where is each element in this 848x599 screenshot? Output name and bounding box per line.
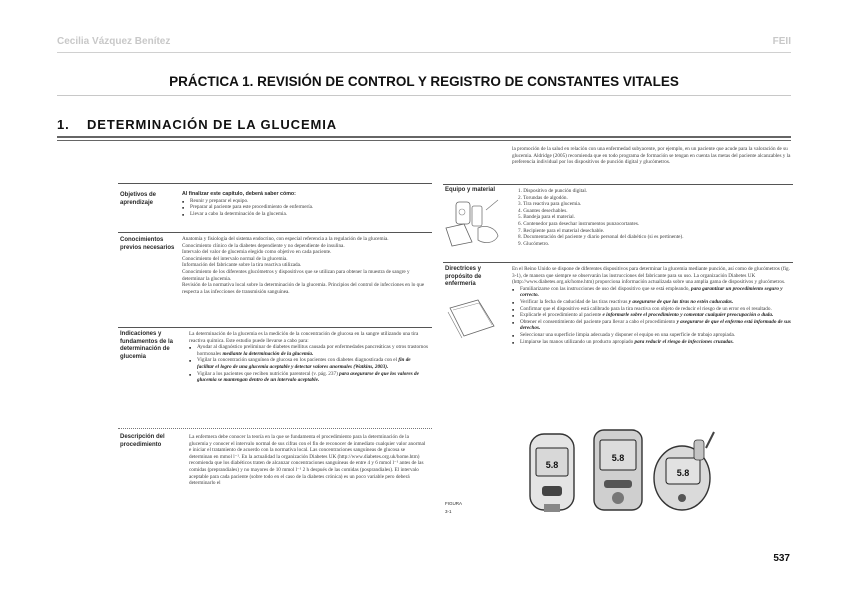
list-item	[189, 344, 428, 357]
label-objetivos: Objetivos de aprendizaje	[120, 192, 157, 206]
section-number: 1.	[57, 117, 70, 132]
equipo-list	[512, 188, 792, 247]
text-line: Revisión de la normativa local sobre la determinación de la glucemia. Principios del control de infecciones en lo que respecta a las infecciones de transmisión sanguínea.	[182, 282, 425, 295]
block-rule	[118, 327, 432, 328]
list-item: 4. Guantes desechables.	[518, 207, 568, 214]
item-emphasis: y asegurarse de que el enfermo está informado de sus derechos.	[520, 318, 791, 332]
meter-reading: 5.8	[611, 453, 625, 463]
text-line: Conocimiento clínico de la diabetes dependiente y no dependiente de insulina.	[182, 242, 345, 249]
figure-caption: FIGURA 3-1	[445, 501, 462, 514]
directrices-intro: En el Reino Unido se dispone de diferentes dispositivos para determinar la glucemia mediante punción, así como de glucómetros (fig. 3-1), de manera que siempre se observarán las instrucciones del fabricante para su uso. La organización Diabetes UK (http://www.diabetes.org.uk/home.htm) proporciona información actualizada sobre una amplia gama de dispositivos y glucómetros.	[512, 266, 790, 286]
item-emphasis: e informarle sobre el procedimiento y comentar cualquier preocupación o duda.	[602, 312, 774, 319]
item-text: Explicarle el procedimiento al paciente	[520, 312, 603, 319]
equipo-items	[512, 188, 792, 247]
header-divider	[57, 52, 791, 53]
header-institution: FEII	[772, 36, 791, 47]
section-heading	[57, 117, 337, 132]
descripcion-block	[189, 434, 428, 508]
label-conocimientos: Conocimientos previos necesarios	[120, 237, 175, 251]
list-item: 9. Glucómetro.	[518, 240, 550, 247]
list-item	[189, 357, 428, 370]
list-item	[512, 306, 792, 313]
section-title: DETERMINACIÓN DE LA GLUCEMIA	[87, 117, 338, 132]
item-text: Seleccionar una superficie limpia adecuada y disponer el equipo en una superficie de trabajo apropiada.	[520, 331, 736, 338]
item-emphasis: para reducir el riesgo de infecciones cruzadas.	[634, 338, 734, 345]
title-divider	[57, 95, 791, 96]
list-item	[512, 332, 792, 339]
block-rule	[118, 428, 432, 429]
glucometer-1	[530, 434, 574, 512]
equipment-illustration-icon	[442, 198, 504, 250]
label-equipo: Equipo y material	[445, 187, 496, 193]
list-item	[512, 299, 792, 306]
conocimientos-block	[182, 236, 428, 295]
list-item	[512, 339, 792, 346]
directrices-block	[512, 266, 792, 345]
text-line: Información del fabricante sobre la tira reactiva utilizada.	[182, 262, 302, 269]
block-rule	[443, 262, 793, 263]
list-item	[512, 312, 792, 319]
glucometer-3	[654, 432, 714, 510]
meter-reading: 5.8	[545, 460, 559, 470]
glucometers-figure	[520, 428, 720, 514]
indicaciones-list	[189, 344, 428, 384]
block-rule	[443, 184, 793, 185]
item-text: Vigilar a los pacientes que reciben nutrición parenteral (v. pág. 237)	[197, 370, 340, 377]
list-item: ■ Llevar a cabo la determinación de la glucemia.	[182, 211, 428, 218]
list-item: 2. Torundas de algodón.	[518, 194, 568, 201]
item-emphasis: para garantizar un procedimiento seguro y correcto.	[520, 285, 783, 299]
item-emphasis: y asegurarse de que las tiras no estén caducadas.	[628, 298, 734, 305]
text-line: Anatomía y fisiología del sistema endocrino, con especial referencia a la regulación de la glucemia.	[182, 236, 389, 242]
booklet-illustration-icon	[444, 296, 500, 340]
label-indicaciones: Indicaciones y fundamentos de la determinación de glucemia	[120, 331, 174, 360]
indicaciones-block	[189, 331, 428, 384]
objetivos-list	[182, 198, 428, 218]
top-text: la promoción de la salud en relación con una enfermedad subyacente, por ejemplo, en un paciente que acude para la valoración de su glucemia. Aldridge (2005) recomienda que en todo programa de formación se tengan en cuenta las metas del paciente alcanzables y la preferencia individual por los dispositivos de punción digital y glucómetros.	[512, 146, 791, 166]
list-item: 6. Contenedor para desechar instrumentos punzocortantes.	[518, 220, 640, 227]
item-text: Confirmar que el dispositivo está calibrado para la tira reactiva con objeto de reducir el riesgo de un error en el resultado.	[520, 305, 772, 312]
list-item: ■ Reunir y preparar el equipo.	[182, 198, 428, 205]
item-text: Familiarizarse con las instrucciones de uso del dispositivo que se está empleando,	[520, 285, 692, 292]
directrices-list	[512, 286, 792, 345]
section-divider	[57, 136, 791, 138]
list-item	[512, 286, 792, 299]
block-rule	[118, 232, 432, 233]
item-text: Verificar la fecha de caducidad de las tiras reactivas	[520, 298, 629, 305]
label-descripcion: Descripción del procedimiento	[120, 434, 165, 448]
text-line: Conocimiento del intervalo normal de la glucemia.	[182, 255, 288, 262]
descripcion-text: La enfermera debe conocer la teoría en la que se fundamenta el procedimiento para la determinación de la glucemia y conocer el intervalo normal de sus cifras con el fin de reconocer de inmediato cualquier valor anormal e iniciar el tratamiento de acuerdo con la normativa local. Las concentraciones sanguíneas de glucosa se determinan en mmol l⁻¹. En la actualidad la organización Diabetes UK (http://www.diabetes.org.uk/home.htm) recomienda que los diabéticos traten de alcanzar concentraciones sanguíneas de entre 4 y 6 mmol l⁻¹ antes de las comidas (preprandiales) y no mayores de 10 mmol l⁻¹ 2 h después de las comidas (posprandiales). El intervalo aceptable para cada paciente (sobre todo en el caso de la diabetes crónica) es un poco variable pero deberá determinarlo el	[189, 434, 426, 487]
item-text: Ayudar al diagnóstico preliminar de diabetes mellitus causada por enfermedades pancreáticas y otros trastornos hormonales	[197, 344, 429, 357]
glucometer-2	[594, 430, 642, 510]
page-title: PRÁCTICA 1. REVISIÓN DE CONTROL Y REGISTRO DE CONSTANTES VITALES	[169, 74, 679, 89]
label-directrices: Directrices y propósito de enfermería	[445, 266, 482, 287]
item-text: Obtener el consentimiento del paciente para llevar a cabo el procedimiento	[520, 318, 677, 325]
section-divider-thin	[57, 140, 791, 141]
item-text: Limpiarse las manos utilizando un producto apropiado	[520, 338, 635, 345]
list-item: 5. Bandeja para el material.	[518, 214, 576, 221]
list-item	[512, 319, 792, 332]
list-item: 1. Dispositivo de punción digital.	[518, 188, 588, 194]
item-emphasis: mediante la determinación de la glucemia.	[222, 350, 314, 357]
text-line: Conocimiento de los diferentes glucómetros y dispositivos que se utilizan para obtener la muestra de sangre y determinar la glucemia.	[182, 268, 410, 282]
indicaciones-intro: La determinación de la glucemia es la medición de la concentración de glucosa en la sangre utilizando una tira reactiva química. Este estudio puede llevarse a cabo para:	[189, 331, 419, 344]
item-emphasis: fin de facilitar el logro de una glucemia aceptable y detectar valores anormales (Watkins, 2003).	[197, 357, 411, 370]
meter-reading: 5.8	[676, 468, 690, 478]
list-item: 8. Documentación del paciente y diario personal del diabético (si es pertinente).	[518, 234, 684, 241]
top-text-block	[512, 146, 792, 166]
text-line: Intervalo del valor de glucemia elegido como objetivo en cada paciente.	[182, 249, 332, 256]
page-number: 537	[773, 553, 790, 564]
list-item	[189, 371, 428, 384]
list-item: 3. Tira reactiva para glucemia.	[518, 201, 582, 208]
item-emphasis: para asegurarse de que los valores de glucemia se mantengan dentro de un intervalo aceptable.	[197, 370, 419, 384]
list-item: ■ Preparar al paciente para este procedimiento de enfermería.	[182, 204, 428, 211]
objetivos-intro: Al finalizar este capítulo, deberá saber cómo:	[182, 191, 296, 197]
block-rule	[118, 183, 432, 184]
objetivos-block	[182, 191, 428, 217]
item-text: Vigilar la concentración sanguínea de glucosa en los pacientes con diabetes diagnosticada con el	[197, 357, 399, 364]
list-item: 7. Recipiente para el material desechable.	[518, 227, 605, 234]
header-author: Cecilia Vázquez Benítez	[57, 36, 171, 47]
